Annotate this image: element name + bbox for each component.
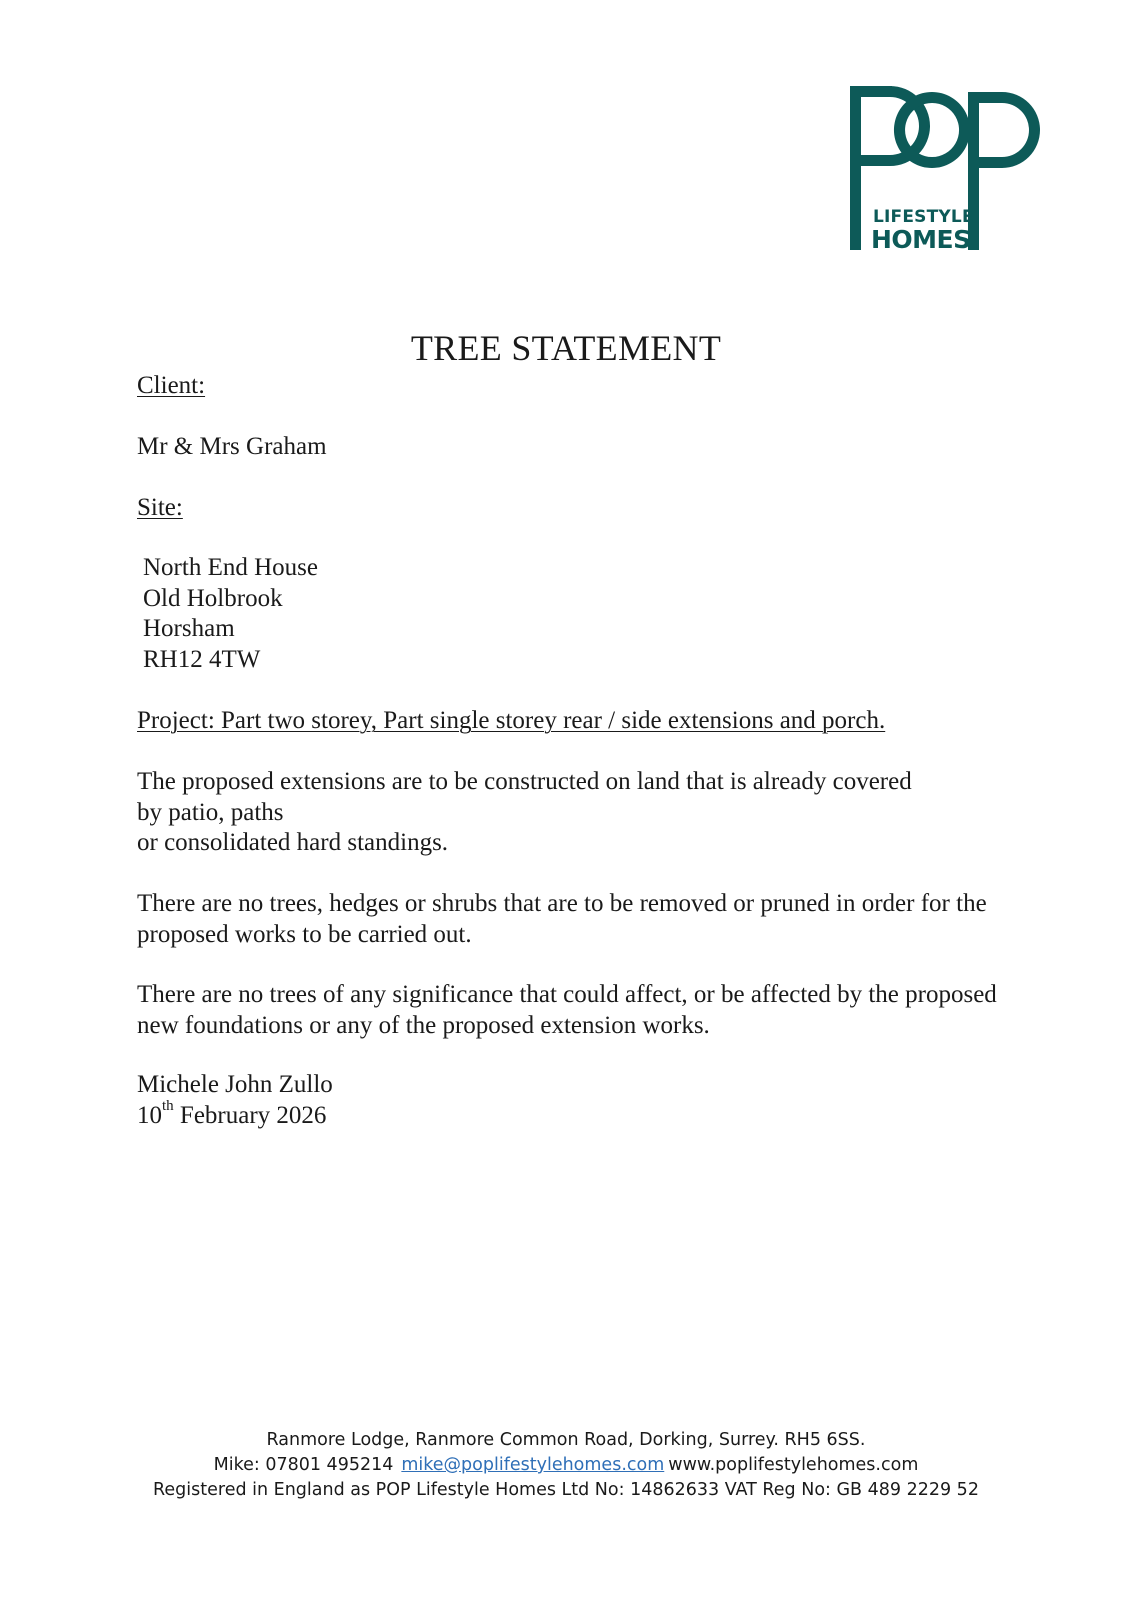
footer-email-link[interactable]: mike@poplifestylehomes.com xyxy=(401,1455,665,1475)
project-description: Project: Part two storey, Part single storey rear / side extensions and porch. xyxy=(137,707,886,734)
paragraph-extensions xyxy=(137,767,997,859)
paragraph-line: The proposed extensions are to be constructed on land that is already covered xyxy=(137,768,912,795)
footer-contact xyxy=(0,1453,1132,1478)
footer-registration: Registered in England as POP Lifestyle Homes Ltd No: 14862633 VAT Reg No: GB 489 2229 52 xyxy=(153,1480,979,1500)
logo-text-homes: HOMES xyxy=(871,225,971,254)
site-label: Site: xyxy=(137,494,183,521)
client-name: Mr & Mrs Graham xyxy=(137,433,327,460)
footer xyxy=(0,1428,1132,1503)
client-label: Client: xyxy=(137,372,206,399)
site-address-line: Old Holbrook xyxy=(143,584,283,612)
paragraph-no-removal: There are no trees, hedges or shrubs that are to be removed or pruned in order for the proposed works to be carried out. xyxy=(137,890,987,948)
logo-text-lifestyle: LIFESTYLE xyxy=(873,207,974,227)
signature-block xyxy=(137,1070,997,1131)
footer-website[interactable]: www.poplifestylehomes.com xyxy=(668,1455,919,1475)
site-address-line: Horsham xyxy=(143,615,235,642)
signatory-name: Michele John Zullo xyxy=(137,1071,333,1098)
paragraph-no-significant-trees: There are no trees of any significance that could affect, or be affected by the proposed new foundations or any of the proposed extension works. xyxy=(137,981,997,1039)
site-address xyxy=(143,553,1003,675)
paragraph-line: by patio, paths xyxy=(137,798,284,826)
footer-address: Ranmore Lodge, Ranmore Common Road, Dorking, Surrey. RH5 6SS. xyxy=(266,1430,866,1450)
site-address-line: RH12 4TW xyxy=(143,645,261,673)
site-address-line: North End House xyxy=(143,554,318,581)
document-date: 10th February 2026 xyxy=(137,1098,327,1129)
document-title: TREE STATEMENT xyxy=(410,328,722,368)
footer-phone: Mike: 07801 495214 xyxy=(213,1455,394,1475)
paragraph-line: or consolidated hard standings. xyxy=(137,829,449,856)
